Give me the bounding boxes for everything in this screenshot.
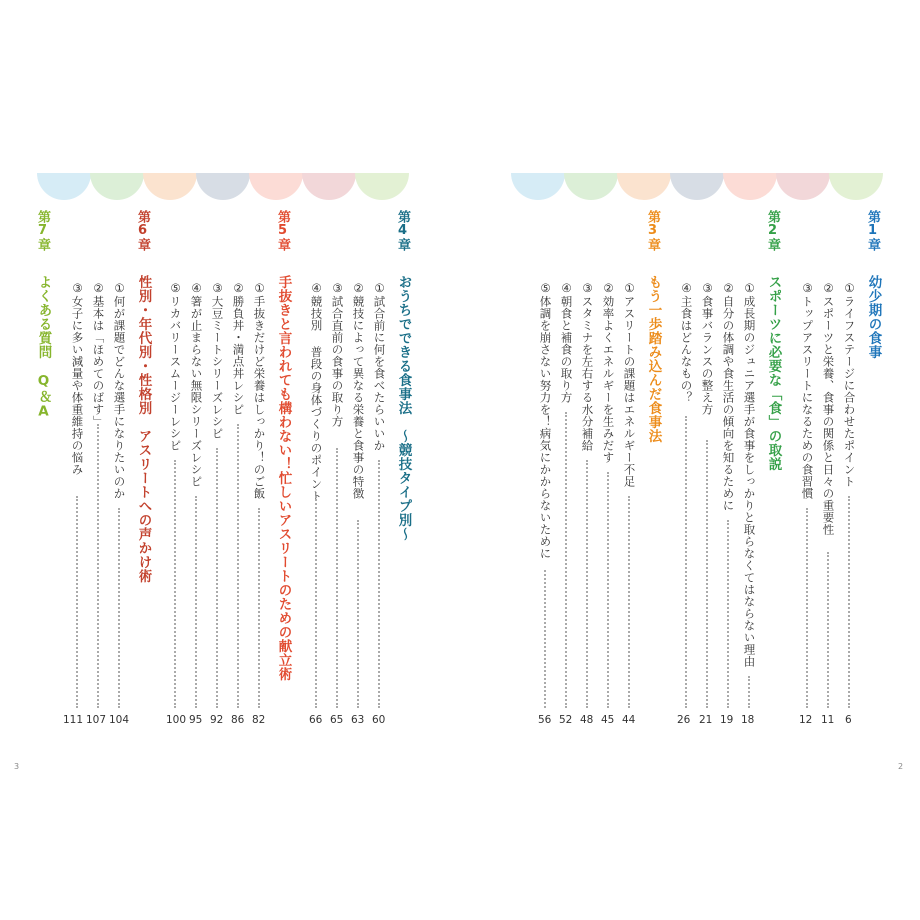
page-number[interactable]: 18: [741, 714, 755, 726]
toc-item[interactable]: ④競技別 普段の身体づくりのポイント: [309, 281, 324, 502]
leader-dots: [216, 448, 218, 708]
arc-7: [355, 173, 409, 200]
page-number[interactable]: 6: [845, 714, 852, 726]
page-number[interactable]: 45: [601, 714, 615, 726]
page-number[interactable]: 111: [63, 714, 84, 726]
arc-3: [617, 173, 671, 200]
page-number-left: 3: [14, 762, 20, 771]
toc-item[interactable]: ②効率よくエネルギーを生みだす: [601, 281, 616, 464]
arc-4: [670, 173, 724, 200]
leader-dots: [685, 416, 687, 708]
toc-item[interactable]: ④箸が止まらない無限シリーズレシピ: [189, 281, 204, 488]
arc-2: [90, 173, 144, 200]
page-number[interactable]: 65: [330, 714, 344, 726]
page-number[interactable]: 19: [720, 714, 734, 726]
toc-item[interactable]: ①アスリートの課題はエネルギー不足: [622, 281, 637, 488]
chapter-4-title[interactable]: おうちでできる食事法 ～競技タイプ別～: [395, 275, 412, 541]
toc-item[interactable]: ②基本は「ほめてのばす」: [91, 281, 106, 428]
toc-item[interactable]: ③試合直前の食事の取り方: [330, 281, 345, 428]
leader-dots: [336, 448, 338, 708]
leader-dots: [76, 496, 78, 708]
leader-dots: [806, 508, 808, 708]
page-number[interactable]: 82: [252, 714, 266, 726]
page-number[interactable]: 26: [677, 714, 691, 726]
page-number[interactable]: 66: [309, 714, 323, 726]
toc-item[interactable]: ②勝負丼・満点丼レシピ: [231, 281, 246, 416]
page-number[interactable]: 60: [372, 714, 386, 726]
arc-6: [776, 173, 830, 200]
toc-item[interactable]: ③スタミナを左右する水分補給: [580, 281, 595, 452]
leader-dots: [258, 508, 260, 708]
page-number[interactable]: 63: [351, 714, 365, 726]
leader-dots: [174, 460, 176, 708]
page-number[interactable]: 48: [580, 714, 594, 726]
arc-7: [829, 173, 883, 200]
arc-1: [37, 173, 91, 200]
leader-dots: [565, 412, 567, 708]
chapter-7-label[interactable]: 第7章: [35, 210, 50, 251]
leader-dots: [706, 440, 708, 708]
arc-3: [143, 173, 197, 200]
chapter-6-title[interactable]: 性別・年代別・性格別 アスリートへの声かけ術: [135, 275, 152, 583]
page-number[interactable]: 44: [622, 714, 636, 726]
page-number[interactable]: 11: [821, 714, 835, 726]
toc-item[interactable]: ④主食はどんなもの？: [679, 281, 694, 404]
leader-dots: [97, 424, 99, 708]
chapter-3-label[interactable]: 第3章: [645, 210, 660, 251]
toc-item[interactable]: ④朝食と補食の取り方: [559, 281, 574, 404]
arc-2: [564, 173, 618, 200]
arc-5: [249, 173, 303, 200]
leader-dots: [827, 552, 829, 708]
toc-item[interactable]: ③大豆ミートシリーズレシピ: [210, 281, 225, 440]
leader-dots: [315, 496, 317, 708]
chapter-5-title[interactable]: 手抜きと言われても構わない！忙しいアスリートのための献立術: [275, 275, 292, 681]
chapter-1-title[interactable]: 幼少期の食事: [865, 275, 882, 359]
arc-4: [196, 173, 250, 200]
chapter-6-label[interactable]: 第6章: [135, 210, 150, 251]
toc-item[interactable]: ②自分の体調や食生活の傾向を知るために: [721, 281, 736, 512]
arc-6: [302, 173, 356, 200]
leader-dots: [357, 520, 359, 708]
toc-item[interactable]: ③トップアスリートになるための食習慣: [800, 281, 815, 500]
toc-item[interactable]: ③食事バランスの整え方: [700, 281, 715, 416]
page-number[interactable]: 56: [538, 714, 552, 726]
toc-item[interactable]: ⑤リカバリースムージーレシピ: [168, 281, 183, 452]
chapter-1-label[interactable]: 第1章: [865, 210, 880, 251]
toc-item[interactable]: ①手抜きだけど栄養はしっかり！のご飯: [252, 281, 267, 500]
page-number-right: 2: [898, 762, 904, 771]
leader-dots: [378, 460, 380, 708]
toc-item[interactable]: ③女子に多い減量や体重維持の悩み: [70, 281, 85, 476]
leader-dots: [607, 472, 609, 708]
leader-dots: [237, 424, 239, 708]
leader-dots: [748, 676, 750, 708]
arc-5: [723, 173, 777, 200]
chapter-2-label[interactable]: 第2章: [765, 210, 780, 251]
page-number[interactable]: 86: [231, 714, 245, 726]
arc-1: [511, 173, 565, 200]
toc-item[interactable]: ①何が課題でどんな選手になりたいのか: [112, 281, 127, 500]
page-number[interactable]: 100: [166, 714, 187, 726]
toc-item[interactable]: ①試合前に何を食べたらいいか: [372, 281, 387, 452]
leader-dots: [118, 508, 120, 708]
leader-dots: [195, 496, 197, 708]
page-number[interactable]: 92: [210, 714, 224, 726]
toc-item[interactable]: ①成長期のジュニア選手が食事をしっかりと取らなくてはならない理由: [742, 281, 757, 668]
toc-item[interactable]: ②競技によって異なる栄養と食事の特徴: [351, 281, 366, 500]
chapter-3-title[interactable]: もう一歩踏み込んだ食事法: [645, 275, 662, 443]
page-number[interactable]: 107: [86, 714, 107, 726]
leader-dots: [727, 520, 729, 708]
page-number[interactable]: 21: [699, 714, 713, 726]
page-number[interactable]: 104: [109, 714, 130, 726]
chapter-5-label[interactable]: 第5章: [275, 210, 290, 251]
toc-item[interactable]: ①ライフステージに合わせたポイント: [842, 281, 857, 488]
chapter-2-title[interactable]: スポーツに必要な「食」の取説: [765, 275, 782, 471]
toc-item[interactable]: ⑤体調を崩さない努力を！病気にかからないために: [538, 281, 553, 560]
chapter-4-label[interactable]: 第4章: [395, 210, 410, 251]
leader-dots: [848, 496, 850, 708]
page-number[interactable]: 12: [799, 714, 813, 726]
leader-dots: [628, 496, 630, 708]
page-number[interactable]: 95: [189, 714, 203, 726]
chapter-7-title[interactable]: よくある質問 Q＆A: [35, 275, 52, 420]
toc-item[interactable]: ②スポーツと栄養、食事の関係と日々の重要性: [821, 281, 836, 536]
leader-dots: [586, 460, 588, 708]
leader-dots: [544, 570, 546, 708]
page-number[interactable]: 52: [559, 714, 573, 726]
